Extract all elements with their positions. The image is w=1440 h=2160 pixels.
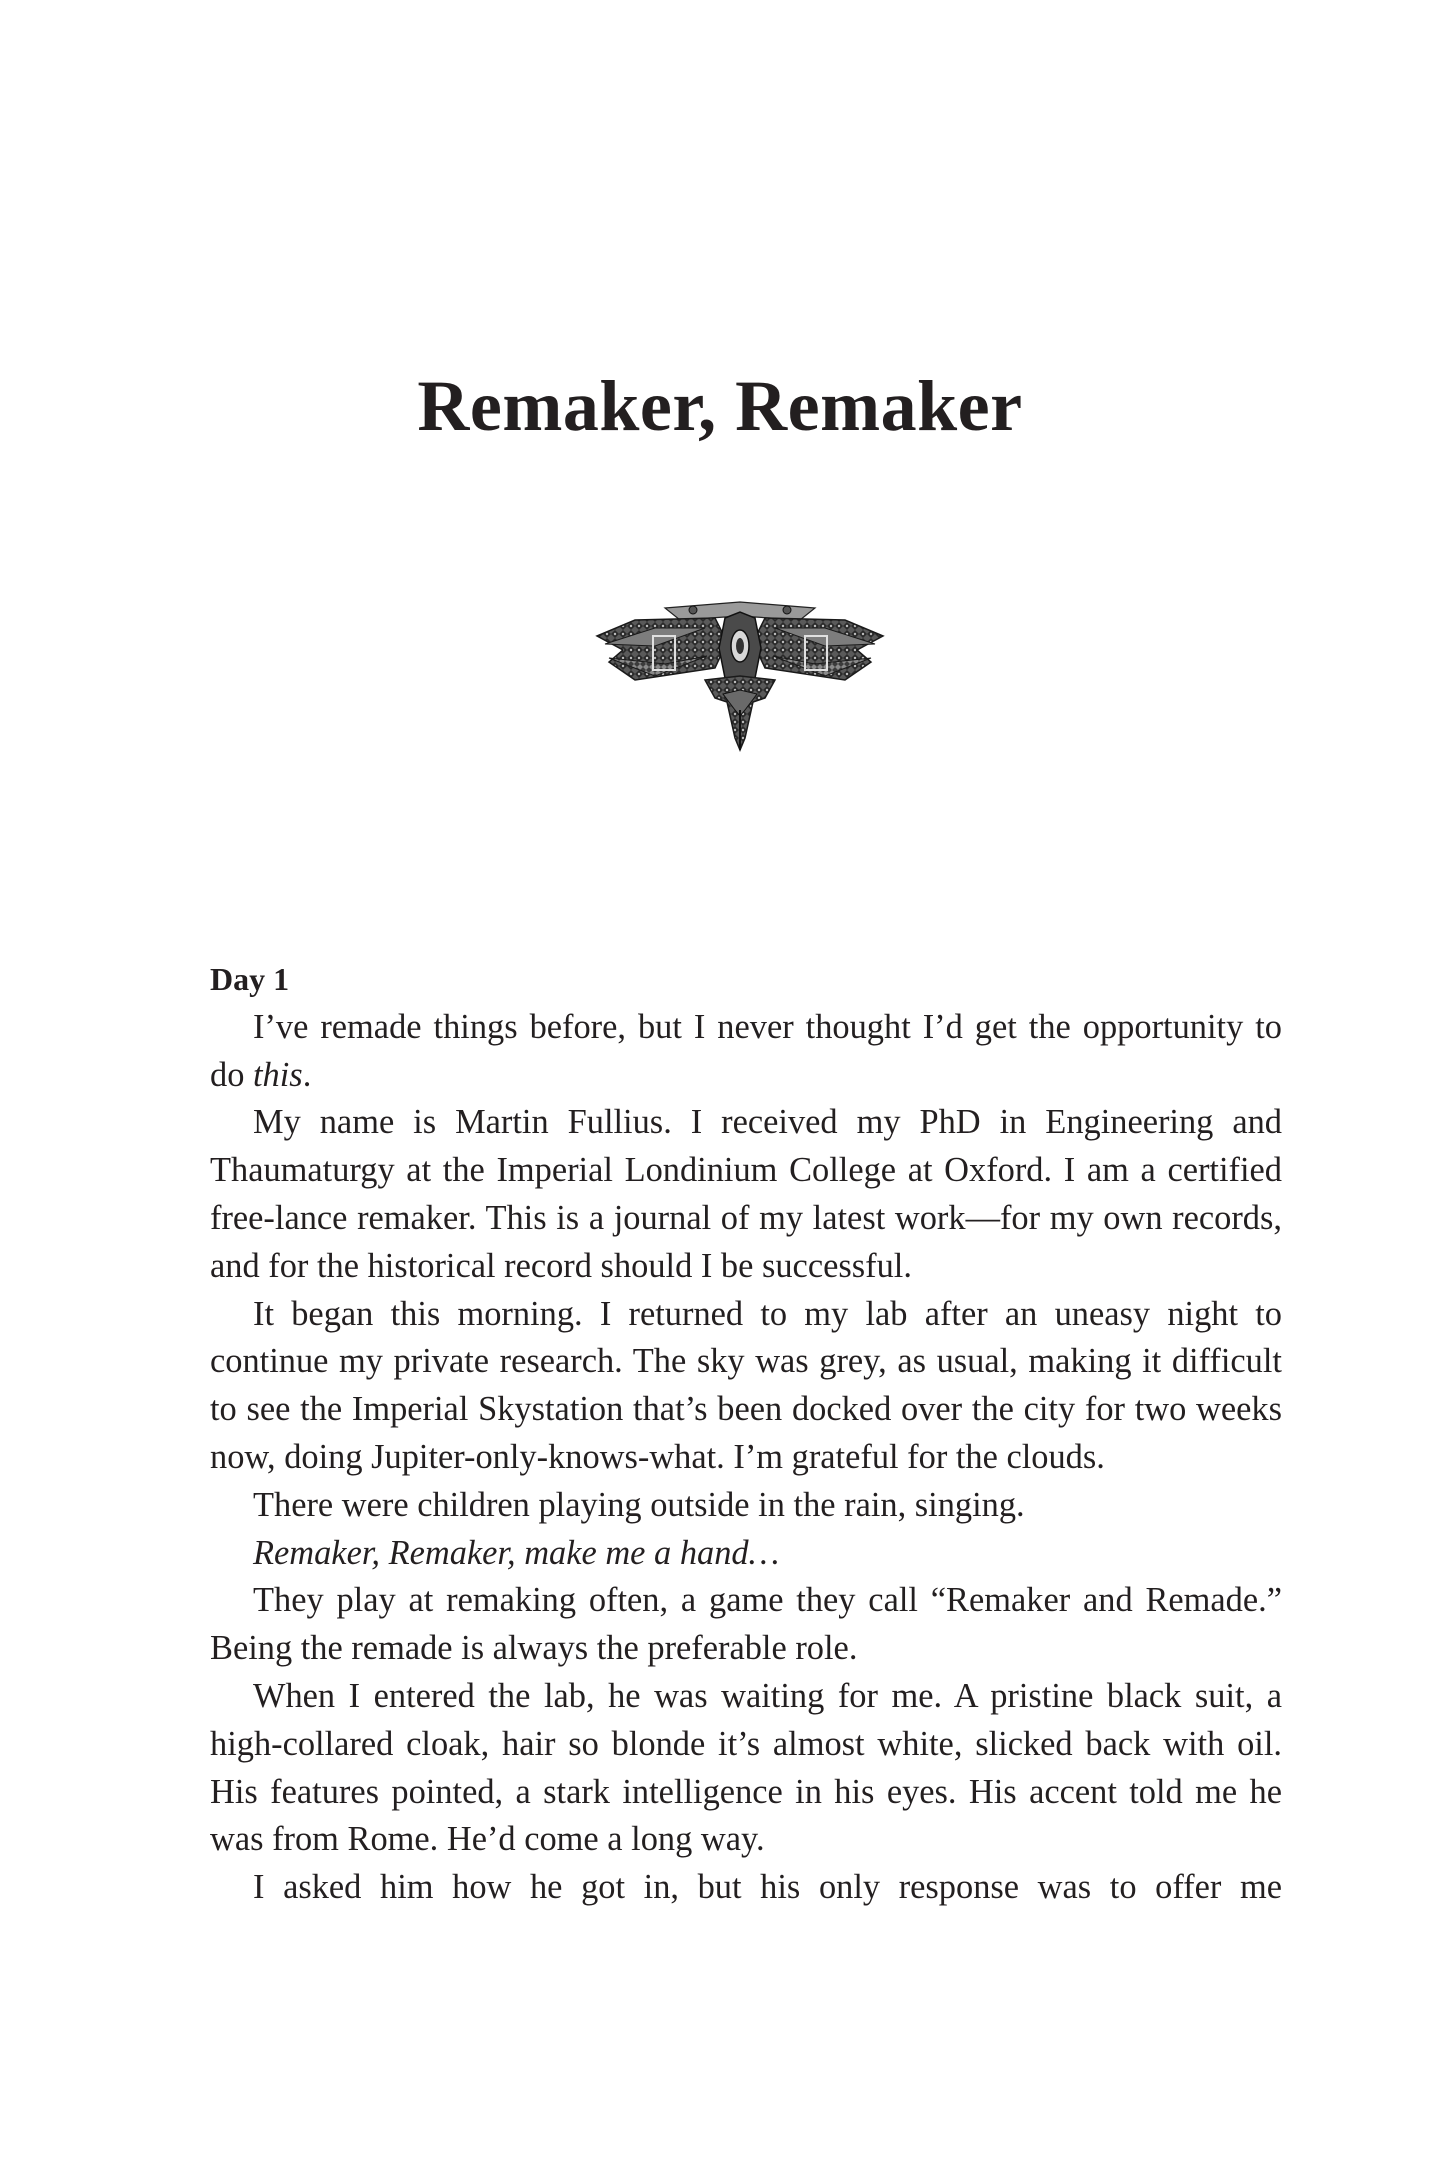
body-text — [210, 956, 1282, 1912]
section-heading: Day 1 — [210, 961, 290, 997]
paragraph: My name is Martin Fullius. I received my PhD in Engineering and Thaumaturgy at the Imperial Londinium College at Oxford. I am a certified free-lance remaker. This is a journal of my latest work—for my own records, and for the historical record should I be successful. — [210, 1103, 1282, 1285]
emphasis-text: this — [253, 1055, 303, 1094]
paragraph — [210, 1004, 1282, 1100]
chapter-title: Remaker, Remaker — [417, 366, 1023, 446]
ornamental-mechanical-fleuron-icon — [595, 598, 885, 758]
paragraph: I asked him how he got in, but his only response was to offer me — [253, 1868, 1282, 1907]
paragraph-text: . — [302, 1055, 312, 1094]
paragraph-text: I’ve remade things before, but I never thought I’d get the opportunity to do — [210, 1007, 1282, 1094]
paragraph: It began this morning. I returned to my lab after an uneasy night to continue my private research. The sky was grey, as usual, making it difficult to see the Imperial Skystation that’s been docked over the city for two weeks now, doing Jupiter-only-knows-what. I’m grateful for the clouds. — [210, 1294, 1282, 1476]
paragraph: There were children playing outside in the rain, singing. — [253, 1485, 1025, 1524]
paragraph: When I entered the lab, he was waiting for me. A pristine black suit, a high-collared cloak, hair so blonde it’s almost white, slicked back with oil. His features pointed, a stark intelligence in his eyes. His accent told me he was from Rome. He’d come a long way. — [210, 1676, 1282, 1859]
paragraph: They play at remaking often, a game they call “Remaker and Remade.” Being the remade is always the preferable role. — [210, 1581, 1282, 1668]
song-lyric: Remaker, Remaker, make me a hand… — [253, 1533, 780, 1572]
